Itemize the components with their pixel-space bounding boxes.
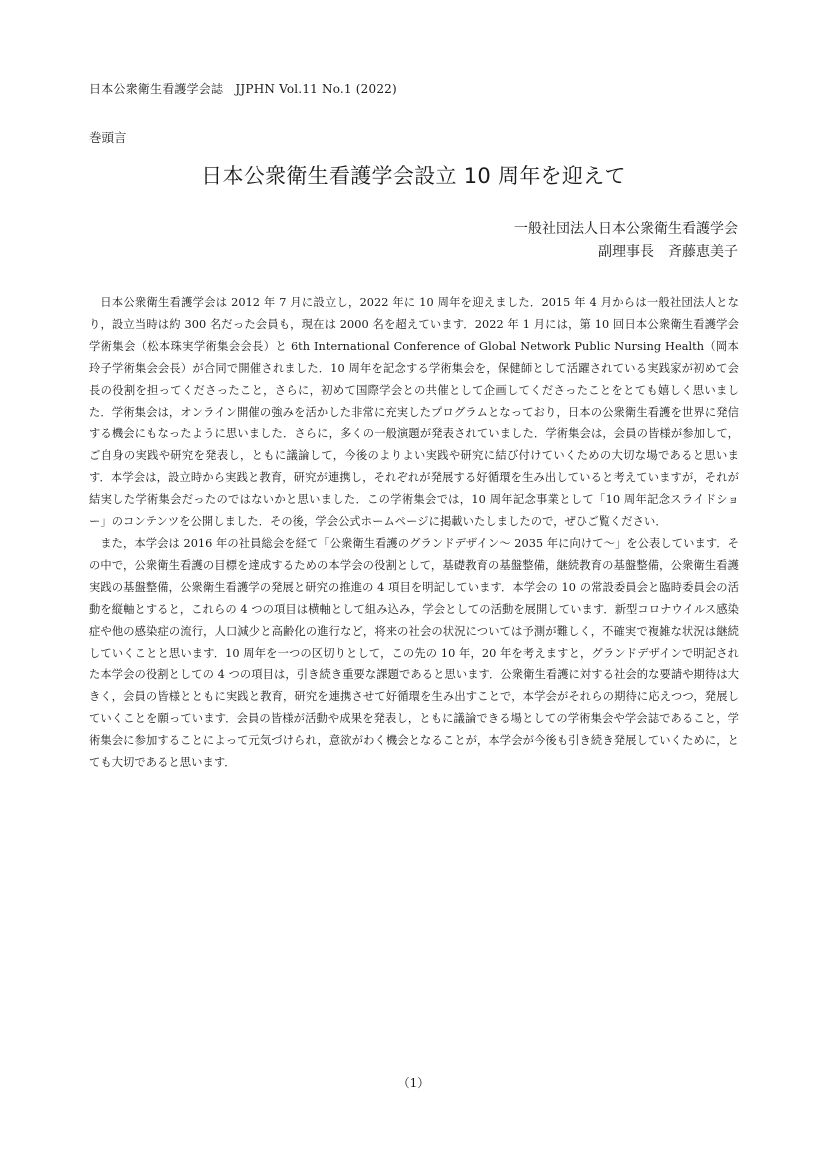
journal-header: 日本公衆衛生看護学会誌 JJPHN Vol.11 No.1 (2022)	[89, 82, 397, 96]
author-organization: 一般社団法人日本公衆衛生看護学会	[514, 221, 738, 237]
section-label: 巻頭言	[89, 130, 127, 145]
body-paragraph-1: 日本公衆衛生看護学会は 2012 年 7 月に設立し，2022 年に 10 周年を迎えました．2015 年 4 月からは一般社団法人となり，設立当時は約 300 名だった会員も，現在は 2000 名を超えています．2022 年 1 月には，第 10 回日本公衆衛生看護学会学術集会（松本珠実学術集会会長）と 6th International Conference of Global Network Public Nursing Health（岡本玲子学術集会会長）が合同で開催されました．10 周年を記念する学術集会を，保健師として活躍されている実践家が初めて会長の役割を担ってくださったこと，さらに，初めて国際学会との共催として企画してくださったことをとても嬉しく思いました．学術集会は，オンライン開催の強みを活かした非常に充実したプログラムとなっており，日本の公衆衛生看護を世界に発信する機会にもなったように思いました．さらに，多くの一般演題が発表されていました．学術集会は，会員の皆様が参加して，ご自身の実践や研究を発表し，ともに議論して，今後のよりよい実践や研究に結び付けていくための大切な場であると思います．本学会は，設立時から実践と教育，研究が連携し，それぞれが発展する好循環を生み出していると考えていますが，それが結実した学術集会だったのではないかと思いました．この学術集会では，10 周年記念事業として「10 周年記念スライドショー」のコンテンツを公開しました．その後，学会公式ホームページに掲載いたしましたので，ぜひご覧ください．	[89, 296, 739, 529]
author-block	[514, 218, 738, 264]
author-position-name: 副理事長 斉藤恵美子	[598, 244, 738, 260]
body-paragraph-2: また，本学会は 2016 年の社員総会を経て「公衆衛生看護のグランドデザイン～ 2035 年に向けて～」を公表しています．その中で，公衆衛生看護の目標を達成するための本学会の役割として，基礎教育の基盤整備，継続教育の基盤整備，公衆衛生看護実践の基盤整備，公衆衛生看護学の発展と研究の推進の 4 項目を明記しています．本学会の 10 の常設委員会と臨時委員会の活動を縦軸とすると，これらの 4 つの項目は横軸として組み込み，学会としての活動を展開しています．新型コロナウイルス感染症や他の感染症の流行，人口減少と高齢化の進行など，将来の社会の状況については予測が難しく，不確実で複雑な状況は継続していくことと思います．10 周年を一つの区切りとして，この先の 10 年，20 年を考えますと，グランドデザインで明記された本学会の役割としての 4 つの項目は，引き続き重要な課題であると思います．公衆衛生看護に対する社会的な要請や期待は大きく，会員の皆様とともに実践と教育，研究を連携させて好循環を生み出すことで，本学会がそれらの期待に応えつつ，発展していくことを願っています．会員の皆様が活動や成果を発表し，ともに議論できる場としての学術集会や学会誌であること，学術集会に参加することによって元気づけられ，意欲がわく機会となることが，本学会が今後も引き続き発展していくために，とても大切であると思います．	[89, 536, 739, 770]
page-number: （1）	[397, 1076, 430, 1090]
article-title: 日本公衆衛生看護学会設立 10 周年を迎えて	[201, 164, 626, 188]
article-body	[89, 292, 739, 774]
